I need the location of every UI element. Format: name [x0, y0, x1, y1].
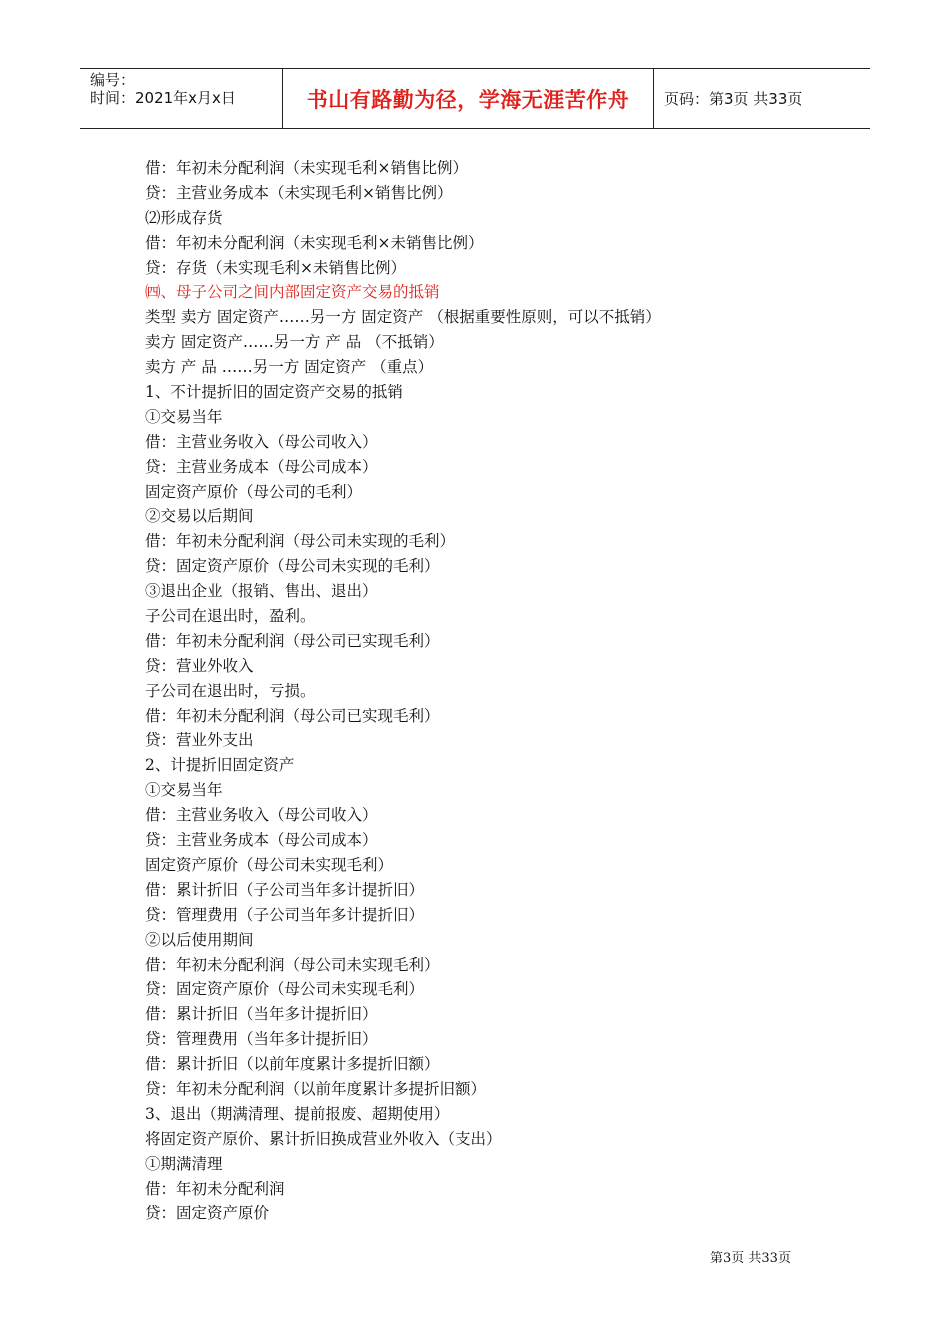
number-label: 编号： [90, 71, 136, 89]
text-line: 借：年初未分配利润（母公司未实现的毛利） [145, 532, 456, 551]
text-line: 贷：主营业务成本（母公司成本） [145, 457, 378, 476]
text-line: 借：年初未分配利润（母公司已实现毛利） [145, 706, 440, 725]
text-line: ⑵形成存货 [145, 208, 223, 227]
document-body [145, 156, 845, 1226]
text-line: 贷：主营业务成本（未实现毛利×销售比例） [145, 183, 453, 202]
section-heading: ㈣、母子公司之间内部固定资产交易的抵销 [145, 283, 440, 302]
text-line: 子公司在退出时，亏损。 [145, 681, 316, 700]
text-line: 贷：营业外支出 [145, 731, 254, 750]
text-line: 借：累计折旧（以前年度累计多提折旧额） [145, 1055, 440, 1074]
text-line: 贷：年初未分配利润（以前年度累计多提折旧额） [145, 1079, 487, 1098]
text-line: 贷：存货（未实现毛利×未销售比例） [145, 258, 406, 277]
text-line: 借：年初未分配利润（母公司未实现毛利） [145, 955, 440, 974]
header-meta [80, 69, 282, 128]
page-footer: 第3页 共33页 [710, 1251, 791, 1266]
time-label: 时间：2021年x月x日 [90, 89, 236, 107]
text-line: 类型 卖方 固定资产……另一方 固定资产 （根据重要性原则，可以不抵销） [145, 308, 661, 327]
text-line: 借：年初未分配利润 [145, 1179, 285, 1198]
text-line: ①交易当年 [145, 407, 223, 426]
text-line: 贷：固定资产原价（母公司未实现的毛利） [145, 557, 440, 576]
motto: 书山有路勤为径，学海无涯苦作舟 [306, 87, 630, 112]
text-line: 2、计提折旧固定资产 [145, 756, 295, 775]
text-line: 贷：营业外收入 [145, 656, 254, 675]
text-line: ①交易当年 [145, 781, 223, 800]
text-line: 3、退出（期满清理、提前报废、超期使用） [145, 1104, 450, 1123]
text-line: 贷：主营业务成本（母公司成本） [145, 831, 378, 850]
text-line: 借：年初未分配利润（未实现毛利×未销售比例） [145, 233, 484, 252]
text-line: 卖方 产 品 ……另一方 固定资产 （重点） [145, 358, 434, 377]
text-line: 借：年初未分配利润（未实现毛利×销售比例） [145, 159, 468, 177]
text-line: 固定资产原价（母公司的毛利） [145, 482, 363, 501]
header-motto-cell [282, 69, 654, 128]
text-line: 借：年初未分配利润（母公司已实现毛利） [145, 631, 440, 650]
text-line: ②交易以后期间 [145, 507, 254, 526]
text-line: 贷：固定资产原价（母公司未实现毛利） [145, 980, 425, 999]
text-line: ③退出企业（报销、售出、退出） [145, 582, 378, 601]
text-line: 贷：管理费用（子公司当年多计提折旧） [145, 905, 425, 924]
text-line: 卖方 固定资产……另一方 产 品 （不抵销） [145, 333, 444, 352]
text-line: 借：主营业务收入（母公司收入） [145, 432, 378, 451]
text-line: 借：累计折旧（当年多计提折旧） [145, 1005, 378, 1024]
document-header [80, 68, 870, 129]
header-page-cell [654, 69, 870, 128]
text-line: 1、不计提折旧的固定资产交易的抵销 [145, 383, 403, 402]
text-line: ①期满清理 [145, 1154, 223, 1173]
text-line: 借：主营业务收入（母公司收入） [145, 806, 378, 825]
text-line: 固定资产原价（母公司未实现毛利） [145, 855, 394, 874]
text-line: 贷：固定资产原价 [145, 1204, 270, 1223]
page-code: 页码：第3页 共33页 [664, 90, 803, 108]
text-line: ②以后使用期间 [145, 930, 254, 949]
text-line: 贷：管理费用（当年多计提折旧） [145, 1030, 378, 1049]
text-line: 子公司在退出时，盈利。 [145, 607, 316, 626]
text-line: 借：累计折旧（子公司当年多计提折旧） [145, 880, 425, 899]
text-line: 将固定资产原价、累计折旧换成营业外收入（支出） [145, 1129, 502, 1148]
